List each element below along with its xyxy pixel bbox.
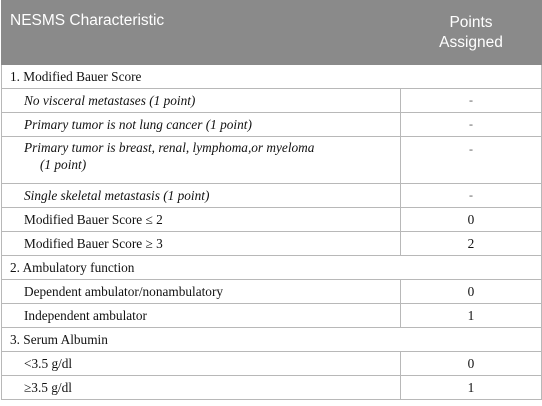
section-row-albumin [2,328,542,352]
row-label-line2: (1 point) [40,157,87,172]
row-value: - [401,89,542,113]
row-value: 1 [401,304,542,328]
table-row [2,113,542,137]
row-value: - [401,113,542,137]
table-row [2,376,542,400]
row-label-line1: Primary tumor is breast, renal, lymphoma,or myeloma [24,140,315,155]
section-title: 2. Ambulatory function [2,256,542,280]
header-points-line2: Assigned [439,33,503,51]
row-label: Modified Bauer Score ≥ 3 [2,232,401,256]
row-label: ≥3.5 g/dl [2,376,401,400]
row-value: 1 [401,376,542,400]
table-row [2,89,542,113]
table-row [2,280,542,304]
row-label: Single skeletal metastasis (1 point) [2,184,401,208]
table-row [2,184,542,208]
row-label: Dependent ambulator/nonambulatory [2,280,401,304]
section-row-bauer [2,65,542,89]
row-label: <3.5 g/dl [2,352,401,376]
table-row [2,304,542,328]
section-row-ambulatory [2,256,542,280]
row-label: No visceral metastases (1 point) [2,89,401,113]
row-value: 2 [401,232,542,256]
table-row [2,137,542,184]
row-value: 0 [401,280,542,304]
row-value: - [401,137,542,184]
header-points-line1: Points [449,13,493,31]
row-label [2,137,401,184]
table-row [2,352,542,376]
header-points-assigned [401,1,542,65]
header-row [2,1,542,65]
row-label: Primary tumor is not lung cancer (1 point) [2,113,401,137]
row-value: 0 [401,352,542,376]
row-label: Modified Bauer Score ≤ 2 [2,208,401,232]
nesms-table [1,0,542,400]
table-row [2,232,542,256]
section-title: 1. Modified Bauer Score [2,65,542,89]
section-title: 3. Serum Albumin [2,328,542,352]
row-value: - [401,184,542,208]
header-characteristic: NESMS Characteristic [2,1,401,65]
row-label: Independent ambulator [2,304,401,328]
row-value: 0 [401,208,542,232]
table-row [2,208,542,232]
